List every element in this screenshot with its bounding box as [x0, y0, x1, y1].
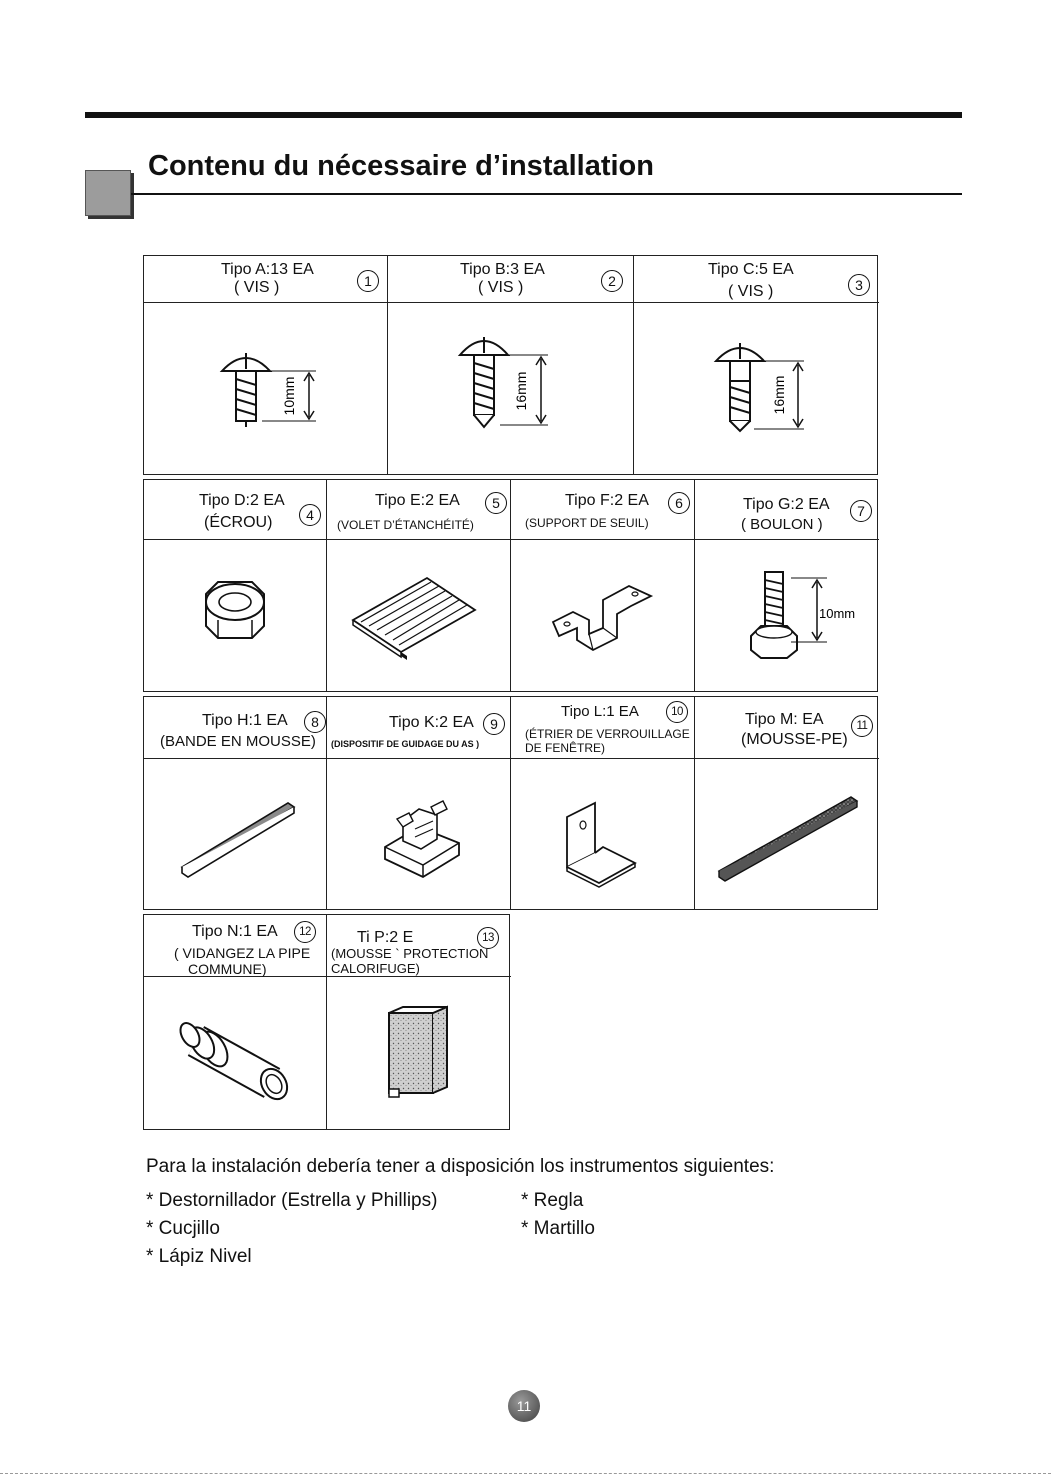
part-cell-h — [144, 697, 327, 909]
part-name: (ÉTRIER DE VERROUILLAGE — [525, 727, 690, 741]
part-cell-n — [144, 915, 327, 1129]
part-number-badge: 8 — [304, 711, 326, 733]
dimension-label: 10mm — [281, 376, 297, 416]
part-name-line-2: CALORIFUGE) — [331, 961, 420, 976]
part-name: ( BOULON ) — [741, 516, 823, 533]
tool-item: * Martillo — [521, 1218, 595, 1239]
part-name: (VOLET D’ÉTANCHÉITÉ) — [337, 518, 474, 532]
part-name: (SUPPORT DE SEUIL) — [525, 516, 649, 530]
part-name-line-2: DE FENÊTRE) — [525, 741, 606, 755]
nut-illustration — [144, 540, 326, 691]
part-label: Tipo N:1 EA — [192, 923, 278, 940]
part-number-badge: 5 — [485, 492, 507, 514]
part-label: Tipo D:2 EA — [199, 492, 285, 509]
part-number-badge: 1 — [357, 270, 379, 292]
part-name: ( VIS ) — [234, 279, 280, 296]
part-cell-m — [695, 697, 879, 909]
part-number-badge: 3 — [848, 274, 870, 296]
part-label: Tipo F:2 EA — [565, 492, 649, 509]
section-marker — [85, 170, 131, 216]
part-number-badge: 10 — [666, 701, 688, 723]
part-name: ( VIS ) — [478, 279, 524, 296]
tool-item: * Regla — [521, 1190, 584, 1211]
tool-item: * Destornillador (Estrella y Phillips) — [146, 1190, 438, 1211]
part-label: Tipo G:2 EA — [743, 496, 830, 513]
bottom-rule — [0, 1473, 1051, 1474]
part-name: (DISPOSITIF DE GUIDAGE DU AS ) — [331, 739, 480, 749]
part-label: Tipo H:1 EA — [202, 712, 288, 729]
part-cell-f — [511, 480, 695, 691]
parts-row-2 — [143, 479, 878, 692]
part-label: Tipo A:13 EA — [221, 261, 314, 278]
part-number-badge: 4 — [299, 504, 321, 526]
insulation-foam-illustration — [327, 977, 511, 1129]
part-label: Tipo L:1 EA — [561, 703, 639, 720]
part-cell-b — [388, 256, 634, 474]
part-number-badge: 9 — [483, 713, 505, 735]
part-cell-g — [695, 480, 879, 691]
parts-row-1 — [143, 255, 878, 475]
sill-bracket-illustration — [511, 540, 694, 691]
drain-pipe-illustration — [144, 977, 326, 1129]
page-title: Contenu du nécessaire d’installation — [148, 150, 654, 182]
part-number-badge: 2 — [601, 270, 623, 292]
bolt-illustration — [695, 540, 879, 691]
tool-item: * Cucjillo — [146, 1218, 220, 1239]
part-name: (ÉCROU) — [204, 514, 273, 531]
tool-item: * Lápiz Nivel — [146, 1246, 252, 1267]
seal-flap-illustration — [327, 540, 510, 691]
dimension-label: 16mm — [771, 375, 787, 415]
screw-c-illustration — [634, 303, 879, 474]
part-cell-a — [144, 256, 388, 474]
tools-intro: Para la instalación debería tener a disposición los instrumentos siguientes: — [146, 1156, 775, 1177]
parts-row-3 — [143, 696, 878, 910]
part-number-badge: 13 — [477, 927, 499, 949]
screw-a-illustration — [144, 303, 387, 474]
part-cell-p — [327, 915, 511, 1129]
parts-row-4 — [143, 914, 510, 1130]
part-name: (MOUSSE-PE) — [741, 731, 848, 748]
part-name: ( VIS ) — [728, 283, 774, 300]
part-label: Tipo M: EA — [745, 711, 824, 728]
dimension-label: 10mm — [819, 606, 856, 621]
window-lock-bracket-illustration — [511, 759, 694, 909]
part-label: Ti P:2 E — [357, 929, 414, 946]
part-cell-e — [327, 480, 511, 691]
part-cell-c — [634, 256, 879, 474]
part-cell-k — [327, 697, 511, 909]
part-label: Tipo E:2 EA — [375, 492, 460, 509]
part-number-badge: 11 — [851, 715, 873, 737]
part-cell-d — [144, 480, 327, 691]
foam-strip-illustration — [144, 759, 326, 909]
dimension-label: 16mm — [513, 371, 529, 411]
pe-foam-illustration — [695, 759, 879, 909]
part-name-line-2: COMMUNE) — [188, 961, 267, 977]
part-number-badge: 6 — [668, 492, 690, 514]
part-number-badge: 7 — [850, 500, 872, 522]
part-name: (BANDE EN MOUSSE) — [160, 733, 316, 750]
part-number-badge: 12 — [294, 921, 316, 943]
part-label: Tipo B:3 EA — [460, 261, 545, 278]
guide-device-illustration — [327, 759, 510, 909]
part-label: Tipo K:2 EA — [389, 714, 474, 731]
part-label: Tipo C:5 EA — [708, 261, 794, 278]
part-name: (MOUSSE ` PROTECTION — [331, 946, 489, 961]
title-underline — [131, 193, 962, 195]
page-number: 11 — [508, 1390, 540, 1422]
screw-b-illustration — [388, 303, 633, 474]
part-name: ( VIDANGEZ LA PIPE — [174, 945, 311, 961]
part-cell-l — [511, 697, 695, 909]
top-rule — [85, 112, 962, 118]
